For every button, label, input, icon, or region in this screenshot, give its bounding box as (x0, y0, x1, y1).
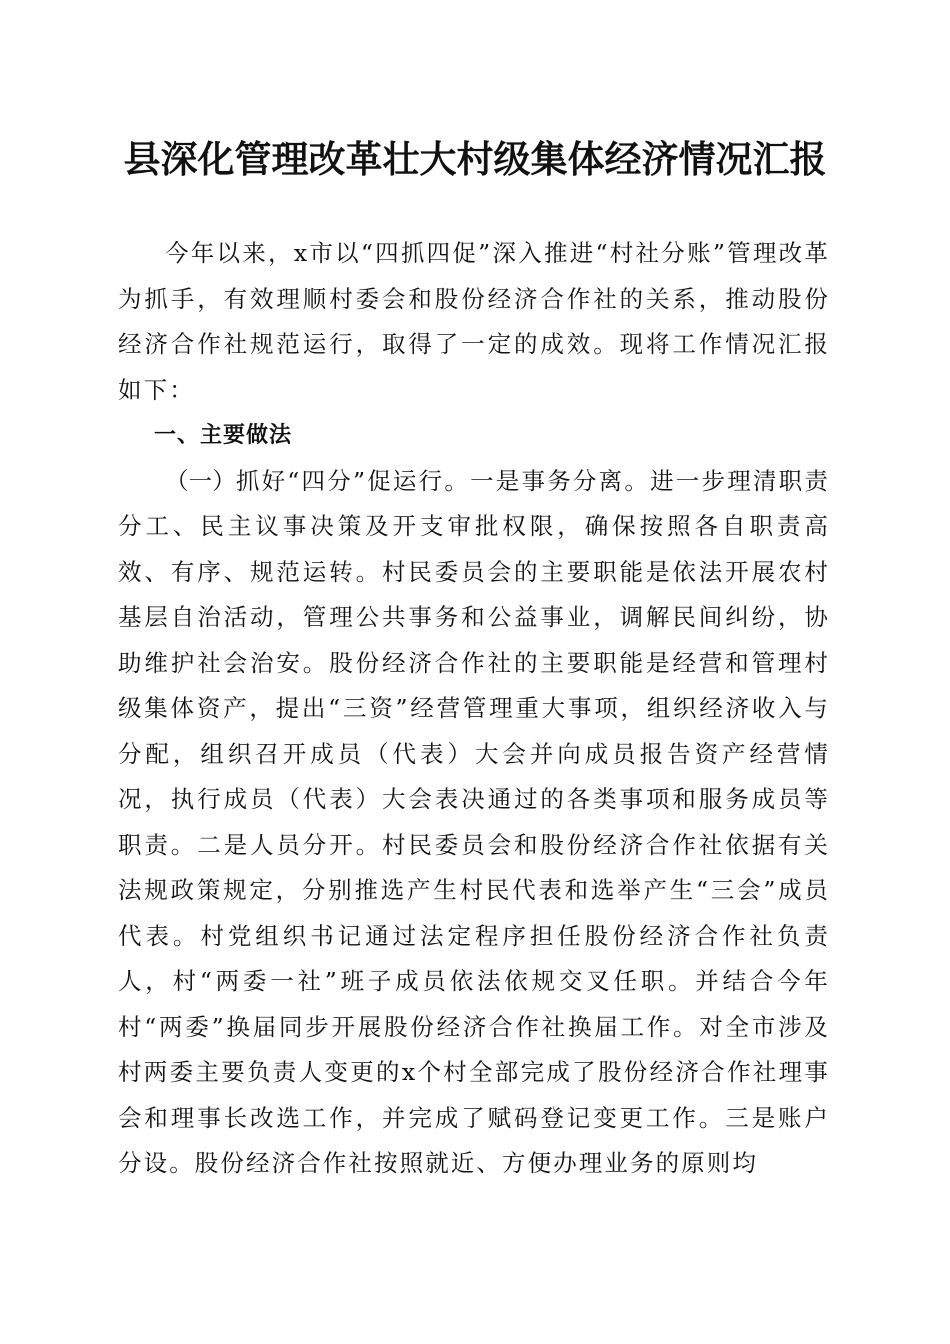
section-heading: 一、主要做法 (154, 423, 293, 448)
subsection-text: 抓好“四分”促运行。一是事务分离。进一步理清职责分工、民主议事决策及开支审批权限，确保按照各自职责高效、有序、规范运转。村民委员会的主要职能是依法开展农村基层自治活动，管理公共事务和公益事业，调解民间纠纷，协助维护社会治安。股份经济合作社的主要职能是经营和管理村级集体资产，提出“三资”经营管理重大事项，组织经济收入与分配，组织召开成员（代表）大会并向成员报告资产经营情况，执行成员（代表）大会表决通过的各类事项和服务成员等职责。二是人员分开。村民委员会和股份经济合作社依据有关法规政策规定，分别推选产生村民代表和选举产生“三会”成员代表。村党组织书记通过法定程序担任股份经济合作社负责人，村“两委一社”班子成员依法依规交叉任职。并结合今年村“两委”换届同步开展股份经济合作社换届工作。对全市涉及村两委主要负责人变更的x个村全部完成了股份经济合作社理事会和理事长改选工作，并完成了赋码登记变更工作。三是账户分设。股份经济合作社按照就近、方便办理业务的原则均 (118, 466, 830, 1177)
subsection-label: （一） (165, 466, 236, 495)
intro-paragraph: 今年以来，x市以“四抓四促”深入推进“村社分账”管理改革为抓手，有效理顺村委会和股份经济合作社的关系，推动股份经济合作社规范运行，取得了一定的成效。现将工作情况汇报如下： (118, 239, 830, 404)
subsection-paragraph (118, 459, 830, 1187)
document-title: 县深化管理改革壮大村级集体经济情况汇报 (123, 137, 827, 181)
document-body (118, 231, 830, 1187)
